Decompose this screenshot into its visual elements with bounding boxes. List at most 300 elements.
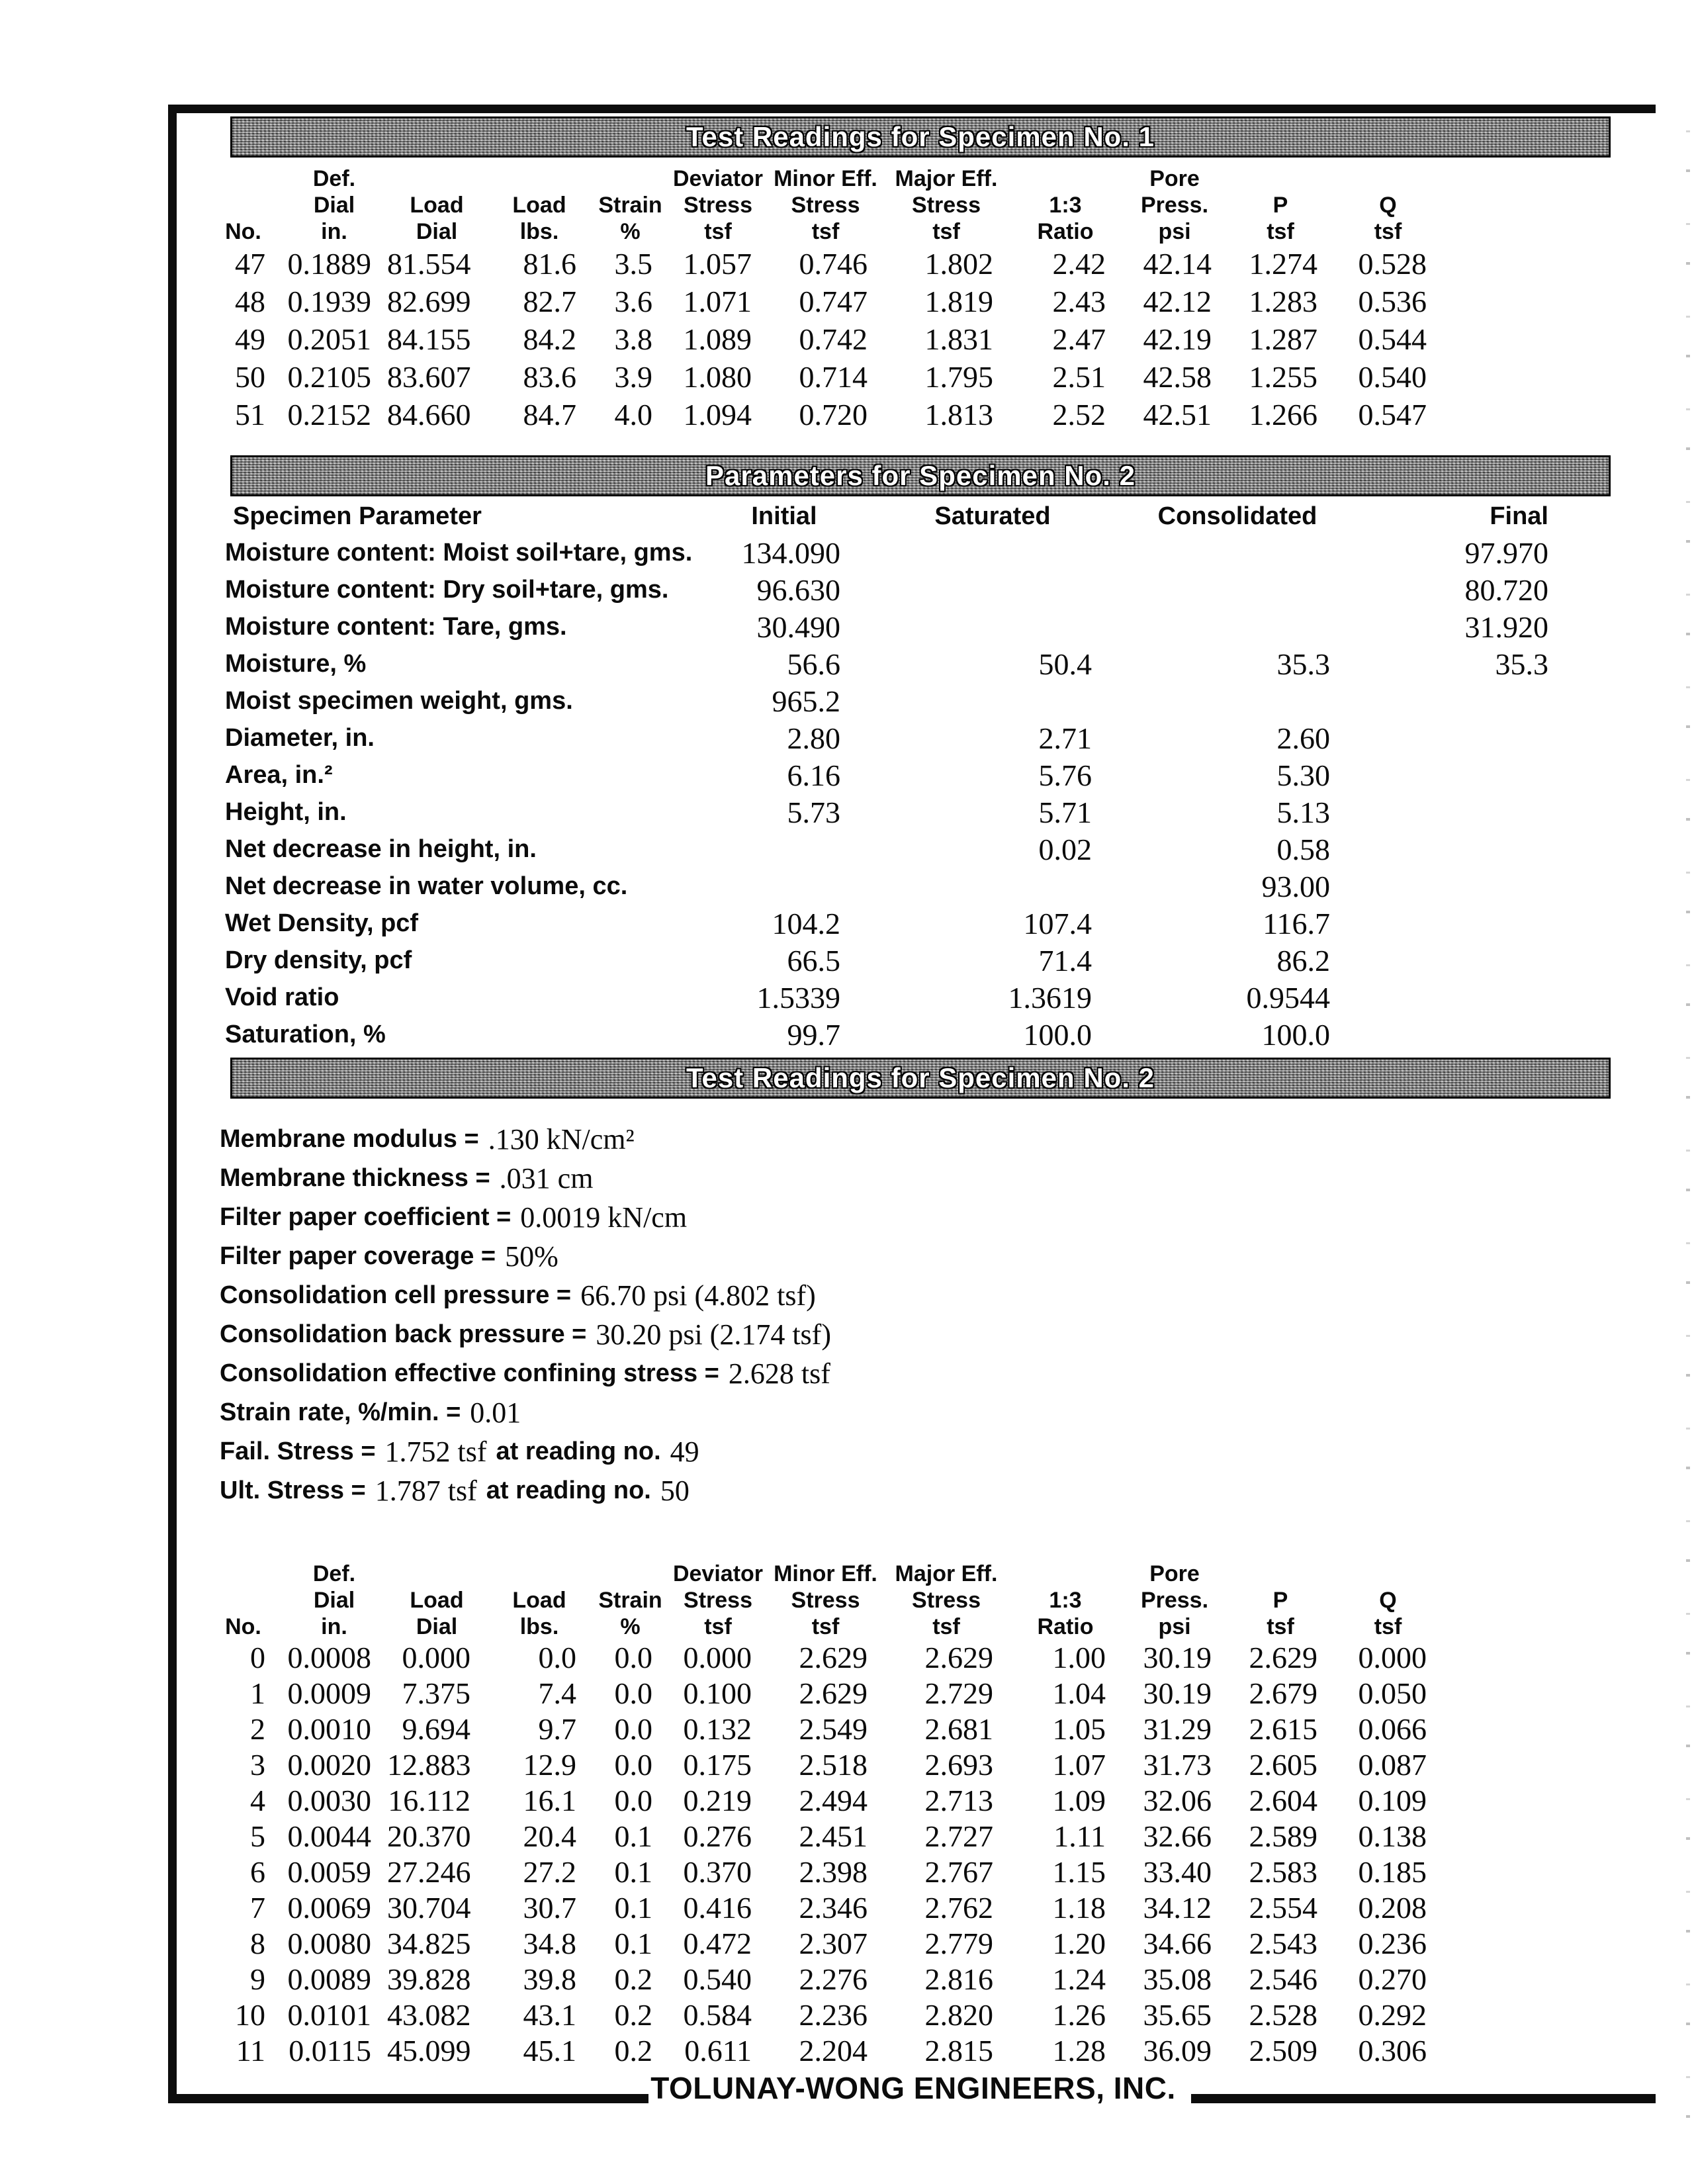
table-row <box>205 2033 1443 2069</box>
table-cell: 2.713 <box>924 1784 993 1817</box>
column-header: tsf <box>811 1614 840 1639</box>
header-row <box>218 498 1568 535</box>
table-cell: 0.000 <box>1358 1641 1427 1674</box>
table-cell: 1.266 <box>1249 397 1317 432</box>
table-cell: 84.7 <box>523 397 576 432</box>
table-cell: 5 <box>250 1819 265 1853</box>
table-cell <box>1357 794 1568 831</box>
table-row <box>205 1890 1443 1926</box>
table-cell: 35.08 <box>1143 1962 1212 1996</box>
column-header: in. <box>321 219 347 244</box>
column-header: Minor Eff. <box>774 1561 877 1586</box>
table-cell <box>701 831 867 868</box>
column-header <box>1009 1561 1122 1587</box>
table-cell: 12.883 <box>387 1748 471 1782</box>
table-cell: 31.73 <box>1143 1748 1212 1782</box>
table-cell: 20.4 <box>523 1819 576 1853</box>
table-cell: 0.1 <box>614 1891 652 1925</box>
table-cell: 5.73 <box>787 796 840 829</box>
table-cell: 0.2105 <box>287 359 371 394</box>
table-cell: Height, in. <box>225 798 347 827</box>
column-header <box>486 165 592 192</box>
table-cell: 82.699 <box>387 284 471 318</box>
column-header: tsf <box>1267 1614 1294 1639</box>
info-value: 30.20 psi (2.174 tsf) <box>596 1318 831 1351</box>
table-cell: 30.19 <box>1143 1641 1212 1674</box>
table-cell: 1.15 <box>1052 1855 1106 1889</box>
table-cell: 1.26 <box>1052 1998 1106 2032</box>
table-cell: 0 <box>250 1641 265 1674</box>
table-cell: 2.629 <box>924 1641 993 1674</box>
banner-title: Test Readings for Specimen No. 1 <box>686 121 1155 152</box>
info-line <box>220 1120 831 1159</box>
column-header: in. <box>321 1614 347 1639</box>
column-header: psi <box>1158 219 1191 244</box>
table-row <box>205 1997 1443 2033</box>
info-value: 0.0019 kN/cm <box>520 1201 688 1234</box>
table-cell: 42.51 <box>1143 397 1212 432</box>
table-cell: 2.80 <box>787 721 840 755</box>
table-cell: 0.2 <box>614 1998 652 2032</box>
table-cell: 1.07 <box>1052 1748 1106 1782</box>
table-cell: Moisture content: Dry soil+tare, gms. <box>225 576 669 604</box>
table-cell: 3.5 <box>614 246 652 281</box>
table-cell: 33.40 <box>1143 1855 1212 1889</box>
table-cell: 2.543 <box>1249 1927 1317 1960</box>
column-header: 1:3 <box>1049 1588 1082 1613</box>
parameters-table-specimen-2 <box>218 498 1568 1054</box>
column-header <box>205 192 281 218</box>
table-cell: 27.2 <box>523 1855 576 1889</box>
table-cell: 0.584 <box>683 1998 752 2032</box>
table-cell: 0.0 <box>538 1641 576 1674</box>
column-header: Q <box>1379 193 1397 218</box>
table-cell: 34.12 <box>1143 1891 1212 1925</box>
table-cell: 50 <box>235 359 265 394</box>
info-line <box>220 1354 831 1393</box>
table-cell: 30.490 <box>756 610 840 644</box>
table-cell: 4 <box>250 1784 265 1817</box>
table-cell: 7.4 <box>538 1676 576 1710</box>
table-cell: 2.820 <box>924 1998 993 2032</box>
table-cell: 2.236 <box>799 1998 868 2032</box>
table-cell: 0.714 <box>799 359 868 394</box>
column-header: Press. <box>1140 1588 1209 1613</box>
table-cell: 0.370 <box>683 1855 752 1889</box>
table-cell: 80.720 <box>1464 573 1548 607</box>
table-cell: 0.747 <box>799 284 868 318</box>
table-cell: 116.7 <box>1263 907 1330 940</box>
table-cell: 100.0 <box>1261 1018 1330 1052</box>
info-label: Ult. Stress = <box>220 1477 366 1504</box>
table-cell: 11 <box>236 2034 265 2068</box>
table-cell: 36.09 <box>1143 2034 1212 2068</box>
table-cell <box>1118 609 1357 646</box>
column-header: psi <box>1158 1614 1191 1639</box>
column-header: Stress <box>684 193 752 218</box>
table-cell: 2.583 <box>1249 1855 1317 1889</box>
table-cell: 965.2 <box>772 684 840 718</box>
table-cell: 1.802 <box>924 246 993 281</box>
table-cell: 0.544 <box>1358 322 1427 356</box>
table-cell: Diameter, in. <box>225 724 375 752</box>
banner-title: Test Readings for Specimen No. 2 <box>686 1062 1155 1093</box>
table-cell: 43.082 <box>387 1998 471 2032</box>
column-header: Load <box>410 1588 464 1613</box>
column-header: Minor Eff. <box>774 166 877 191</box>
column-header <box>387 165 486 192</box>
table-cell: 16.112 <box>388 1784 470 1817</box>
table-cell: 2.451 <box>799 1819 868 1853</box>
table-cell: 0.540 <box>683 1962 752 1996</box>
table-cell: 30.19 <box>1143 1676 1212 1710</box>
table-cell: 42.12 <box>1143 284 1212 318</box>
table-cell: 1.287 <box>1249 322 1317 356</box>
table-cell: 2.629 <box>799 1676 868 1710</box>
table-cell: 0.0 <box>614 1641 652 1674</box>
info-value: 50 <box>660 1475 690 1507</box>
info-value: 1.787 tsf <box>375 1475 477 1507</box>
table-cell: 30.704 <box>387 1891 471 1925</box>
table-cell: 2.546 <box>1249 1962 1317 1996</box>
info-value: 0.01 <box>470 1396 521 1429</box>
table-cell: 0.000 <box>683 1641 752 1674</box>
header-row <box>205 192 1443 218</box>
table-cell: 2.679 <box>1249 1676 1317 1710</box>
banner-title: Parameters for Specimen No. 2 <box>705 460 1136 491</box>
table-cell: 84.660 <box>387 397 471 432</box>
column-header: Consolidated <box>1157 502 1317 530</box>
column-header: No. <box>225 219 261 244</box>
table-row <box>218 1017 1568 1054</box>
table-cell: 81.6 <box>523 246 576 281</box>
table-cell: 1.819 <box>924 284 993 318</box>
table-cell: 0.236 <box>1358 1927 1427 1960</box>
table-row <box>205 358 1443 396</box>
table-cell: 2.398 <box>799 1855 868 1889</box>
table-cell: 2.71 <box>1038 721 1092 755</box>
column-header: tsf <box>811 219 840 244</box>
table-row <box>205 1926 1443 1962</box>
info-label: Membrane modulus = <box>220 1125 479 1153</box>
table-cell: 5.76 <box>1038 758 1092 792</box>
header-row <box>205 218 1443 245</box>
table-cell: 1.5339 <box>756 981 840 1015</box>
table-cell <box>701 868 867 905</box>
table-cell: 32.06 <box>1143 1784 1212 1817</box>
table-cell: 0.536 <box>1358 284 1427 318</box>
table-row <box>218 683 1568 720</box>
header-row <box>205 1561 1443 1587</box>
parameters-table-body <box>218 535 1568 1054</box>
column-header: tsf <box>1374 1614 1402 1639</box>
table-cell <box>867 609 1118 646</box>
table-cell: 0.132 <box>683 1712 752 1746</box>
table-cell <box>867 683 1118 720</box>
table-cell: 2.42 <box>1052 246 1106 281</box>
table-cell: 81.554 <box>387 246 471 281</box>
column-header: P <box>1272 1588 1288 1613</box>
column-header: tsf <box>704 219 732 244</box>
frame-border-bottom-right <box>1191 2094 1656 2103</box>
table-cell: 84.2 <box>523 322 576 356</box>
table-cell: 1.00 <box>1052 1641 1106 1674</box>
table-cell: 93.00 <box>1261 870 1330 903</box>
table-cell: Moisture content: Tare, gms. <box>225 613 567 641</box>
column-header: Q <box>1379 1588 1397 1613</box>
table-cell: Dry density, pcf <box>225 946 412 975</box>
table-cell: 0.2152 <box>287 397 371 432</box>
column-header: Strain <box>598 193 662 218</box>
table-cell: 0.1 <box>614 1819 652 1853</box>
table-cell: 0.472 <box>683 1927 752 1960</box>
table-row <box>218 572 1568 609</box>
table-cell <box>1357 905 1568 942</box>
table-cell: 0.547 <box>1358 397 1427 432</box>
table-cell: 0.0 <box>614 1748 652 1782</box>
table-cell: 31.920 <box>1464 610 1548 644</box>
table-cell: 0.292 <box>1358 1998 1427 2032</box>
table-cell: 104.2 <box>772 907 840 940</box>
table-row <box>205 1854 1443 1890</box>
table-cell: Wet Density, pcf <box>225 909 419 938</box>
table-cell: 9.694 <box>402 1712 470 1746</box>
table-cell: 2.52 <box>1052 397 1106 432</box>
table-cell: 0.58 <box>1276 833 1330 866</box>
table-cell: 5.13 <box>1276 796 1330 829</box>
header-row <box>205 1614 1443 1640</box>
table-cell: 2.816 <box>924 1962 993 1996</box>
column-header <box>205 165 281 192</box>
column-header: Stress <box>791 1588 860 1613</box>
info-value: 2.628 tsf <box>728 1357 830 1390</box>
table-row <box>205 396 1443 433</box>
column-header <box>486 1561 592 1587</box>
table-cell: 2.494 <box>799 1784 868 1817</box>
table-cell: 2.729 <box>924 1676 993 1710</box>
column-header: tsf <box>932 219 960 244</box>
info-label: Consolidation back pressure = <box>220 1320 587 1348</box>
column-header: Pore <box>1149 166 1200 191</box>
table-cell: 0.0069 <box>287 1891 371 1925</box>
table-cell: 9 <box>250 1962 265 1996</box>
table-cell: 35.65 <box>1143 1998 1212 2032</box>
table-cell: 0.0 <box>614 1676 652 1710</box>
table-cell: Net decrease in water volume, cc. <box>225 872 628 901</box>
table-cell: 1.28 <box>1052 2034 1106 2068</box>
column-header: Major Eff. <box>895 1561 998 1586</box>
table-cell: Moist specimen weight, gms. <box>225 687 573 715</box>
column-header: tsf <box>932 1614 960 1639</box>
column-header: P <box>1272 193 1288 218</box>
info-label: at reading no. <box>486 1477 651 1504</box>
column-header: Load <box>512 1588 566 1613</box>
table-row <box>205 1783 1443 1819</box>
table-cell: 0.276 <box>683 1819 752 1853</box>
table-cell: 48 <box>235 284 265 318</box>
table-cell: 32.66 <box>1143 1819 1212 1853</box>
table-cell: 86.2 <box>1276 944 1330 978</box>
table-cell <box>1357 831 1568 868</box>
table-cell: 0.720 <box>799 397 868 432</box>
column-header: Ratio <box>1037 219 1094 244</box>
column-header <box>387 1561 486 1587</box>
table-cell: 2.518 <box>799 1748 868 1782</box>
column-header: Strain <box>598 1588 662 1613</box>
readings-table-specimen-1 <box>205 165 1443 433</box>
banner-parameters-specimen-2 <box>230 455 1611 496</box>
table-cell: 12.9 <box>523 1748 576 1782</box>
table-cell: 0.0044 <box>287 1819 371 1853</box>
table-cell: 45.1 <box>523 2034 576 2068</box>
table-cell: 0.1939 <box>287 284 371 318</box>
column-header: Initial <box>751 502 817 530</box>
table-cell: 1.3619 <box>1008 981 1092 1015</box>
header-row <box>205 1587 1443 1614</box>
table-cell: 107.4 <box>1023 907 1092 940</box>
table-cell: 30.7 <box>523 1891 576 1925</box>
table-cell: 2.815 <box>924 2034 993 2068</box>
table-row <box>205 1640 1443 1676</box>
column-header: % <box>620 219 641 244</box>
table-cell: 0.138 <box>1358 1819 1427 1853</box>
table-cell: 0.1 <box>614 1927 652 1960</box>
column-header: Load <box>512 193 566 218</box>
parameters-table-header <box>218 498 1568 535</box>
table-cell: 2.204 <box>799 2034 868 2068</box>
column-header: Stress <box>912 1588 981 1613</box>
table-row <box>218 757 1568 794</box>
table-cell: 1.283 <box>1249 284 1317 318</box>
table-cell <box>1357 720 1568 757</box>
table-cell: 1.831 <box>924 322 993 356</box>
info-line <box>220 1159 831 1198</box>
table-cell: 0.0009 <box>287 1676 371 1710</box>
info-line <box>220 1393 831 1432</box>
column-header: lbs. <box>519 1614 559 1639</box>
banner-test-readings-specimen-1 <box>230 116 1611 158</box>
column-header <box>205 1587 281 1614</box>
table-cell: 16.1 <box>523 1784 576 1817</box>
table-cell: 7.375 <box>402 1676 470 1710</box>
table-cell: 100.0 <box>1023 1018 1092 1052</box>
table-cell: 0.1 <box>614 1855 652 1889</box>
table-cell: 1.080 <box>683 359 752 394</box>
column-header: % <box>620 1614 641 1639</box>
column-header: 1:3 <box>1049 193 1082 218</box>
column-header: Specimen Parameter <box>233 502 482 530</box>
table-cell: 42.14 <box>1143 246 1212 281</box>
table-cell: 35.3 <box>1495 647 1548 681</box>
column-header: Press. <box>1140 193 1209 218</box>
table-cell: 8 <box>250 1927 265 1960</box>
table-cell: 0.2 <box>614 2034 652 2068</box>
table-cell: 2.554 <box>1249 1891 1317 1925</box>
table-cell: 50.4 <box>1038 647 1092 681</box>
table-cell: 1.04 <box>1052 1676 1106 1710</box>
readings-table-body <box>205 245 1443 433</box>
table-cell: 4.0 <box>614 397 652 432</box>
readings-table-header <box>205 165 1443 245</box>
column-header: Stress <box>684 1588 752 1613</box>
column-header: lbs. <box>519 219 559 244</box>
frame-border-top <box>168 105 1656 113</box>
table-cell: 0.100 <box>683 1676 752 1710</box>
info-line <box>220 1276 831 1315</box>
column-header: Load <box>410 193 464 218</box>
column-header: tsf <box>1374 219 1402 244</box>
table-cell: 5.71 <box>1038 796 1092 829</box>
table-cell: 0.175 <box>683 1748 752 1782</box>
table-cell: Net decrease in height, in. <box>225 835 537 864</box>
info-label: Fail. Stress = <box>220 1437 376 1465</box>
table-cell: Moisture content: Moist soil+tare, gms. <box>225 539 693 567</box>
table-cell: 82.7 <box>523 284 576 318</box>
table-cell: 10 <box>235 1998 265 2032</box>
info-value: 50% <box>505 1240 558 1273</box>
column-header: Deviator <box>672 166 764 191</box>
table-cell <box>1118 683 1357 720</box>
table-cell <box>1357 757 1568 794</box>
table-cell: 27.246 <box>387 1855 471 1889</box>
column-header: Final <box>1490 502 1548 530</box>
column-header: Saturated <box>934 502 1051 530</box>
table-cell: Moisture, % <box>225 650 367 678</box>
column-header: Dial <box>313 193 355 218</box>
table-cell: 0.0101 <box>287 1998 371 2032</box>
info-label: Consolidation cell pressure = <box>220 1281 572 1309</box>
table-cell: 7 <box>250 1891 265 1925</box>
table-cell: 0.742 <box>799 322 868 356</box>
table-cell: 42.58 <box>1143 359 1212 394</box>
table-cell: 2.346 <box>799 1891 868 1925</box>
table-cell: 2.47 <box>1052 322 1106 356</box>
table-cell: 1.255 <box>1249 359 1317 394</box>
table-cell: 2 <box>250 1712 265 1746</box>
table-cell: 0.0010 <box>287 1712 371 1746</box>
info-label: Strain rate, %/min. = <box>220 1398 461 1426</box>
table-row <box>205 1747 1443 1783</box>
table-cell: 1.09 <box>1052 1784 1106 1817</box>
table-cell: 1.089 <box>683 322 752 356</box>
table-cell: 34.66 <box>1143 1927 1212 1960</box>
table-cell: 0.0115 <box>289 2034 371 2068</box>
column-header: Stress <box>791 193 860 218</box>
info-label: Consolidation effective confining stress = <box>220 1359 719 1387</box>
table-cell: 83.6 <box>523 359 576 394</box>
table-cell: 39.8 <box>523 1962 576 1996</box>
table-cell: 42.19 <box>1143 322 1212 356</box>
table-cell <box>1357 683 1568 720</box>
table-cell: 2.549 <box>799 1712 868 1746</box>
info-value: .130 kN/cm² <box>488 1123 635 1156</box>
table-cell: 2.629 <box>799 1641 868 1674</box>
readings-table-header <box>205 1561 1443 1640</box>
table-row <box>218 646 1568 683</box>
table-cell: 71.4 <box>1038 944 1092 978</box>
table-cell: 0.066 <box>1358 1712 1427 1746</box>
table-cell: 2.60 <box>1276 721 1330 755</box>
table-cell: 2.762 <box>924 1891 993 1925</box>
scan-noise-strip <box>1686 93 1690 2118</box>
header-row <box>205 165 1443 192</box>
table-cell: 35.3 <box>1276 647 1330 681</box>
table-cell <box>867 535 1118 572</box>
column-header: Stress <box>912 193 981 218</box>
table-cell: 83.607 <box>387 359 471 394</box>
table-cell: Void ratio <box>225 983 339 1012</box>
column-header <box>205 1561 281 1587</box>
